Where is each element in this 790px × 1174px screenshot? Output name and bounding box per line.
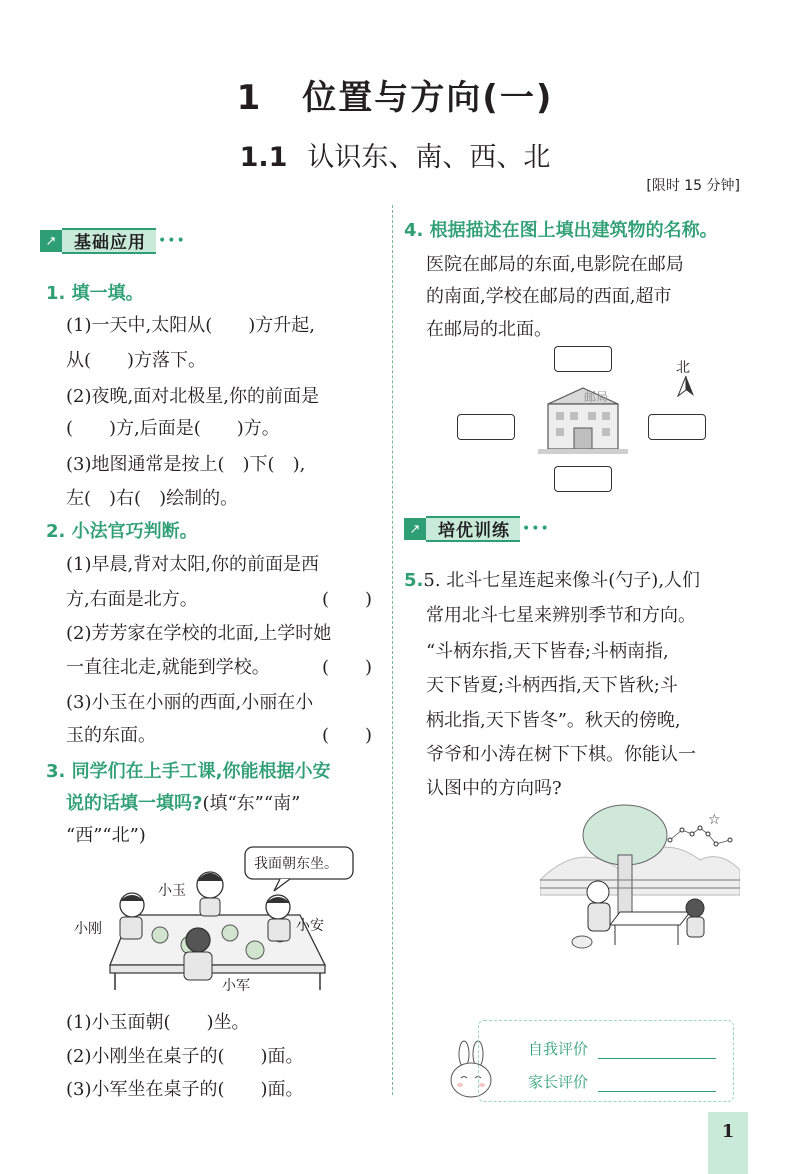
column-divider <box>392 205 393 1095</box>
section-subtitle <box>0 135 790 174</box>
title-text: 位置与方向(一) <box>302 78 554 118</box>
child-xiaojun <box>184 928 212 980</box>
answer-box-north[interactable] <box>554 346 612 372</box>
boy-xiaotao <box>686 899 704 937</box>
chess-under-tree-illustration <box>540 800 740 955</box>
answer-bracket[interactable]: ( ) <box>321 725 372 746</box>
q2-line: (1)早晨,背对太阳,你的前面是西 <box>66 554 319 575</box>
grandpa <box>587 881 610 931</box>
q3-hint-line: “西”“北”) <box>66 825 146 846</box>
q2-line-text: 玉的东面。 <box>66 725 156 746</box>
section-tag-basic <box>40 228 212 254</box>
page-number: 1 <box>708 1112 748 1174</box>
q3-sub: (2)小刚坐在桌子的( )面。 <box>66 1046 304 1067</box>
q5-line: 天下皆夏;斗柄西指,天下皆秋;斗 <box>426 675 678 696</box>
answer-bracket[interactable]: ( ) <box>321 589 372 610</box>
question-1-heading: 1. 填一填。 <box>46 283 144 304</box>
q3-heading-text: 说的话填一填吗? <box>66 793 203 814</box>
q2-line <box>66 721 372 747</box>
answer-bracket[interactable]: ( ) <box>321 657 372 678</box>
q5-line: 认图中的方向吗? <box>426 778 562 799</box>
q1-line: 左( )右( )绘制的。 <box>66 488 239 509</box>
q3-sub: (1)小玉面朝( )坐。 <box>66 1012 250 1033</box>
section-tag-label: 培优训练 <box>426 516 520 542</box>
section-tag-label: 基础应用 <box>62 228 156 254</box>
arrow-icon: ↗ <box>40 230 62 252</box>
parent-assessment <box>528 1071 716 1092</box>
q2-line <box>66 653 372 679</box>
dots-decoration: ••• <box>158 233 186 249</box>
q5-line-text: 5. 北斗七星连起来像斗(勺子),人们 <box>423 570 701 591</box>
post-office-label: 邮局 <box>584 390 609 404</box>
q5-line: 爷爷和小涛在树下下棋。你能认一 <box>426 744 696 765</box>
q2-line <box>66 585 372 611</box>
speech-bubble-text: 我面朝东坐。 <box>254 856 338 872</box>
q2-line: (2)芳芳家在学校的北面,上学时她 <box>66 623 332 644</box>
q5-line: 柄北指,天下皆冬”。秋天的傍晚, <box>426 710 681 731</box>
q2-line-text: 一直往北走,就能到学校。 <box>66 657 270 678</box>
q1-line: (3)地图通常是按上( )下( ), <box>66 454 306 475</box>
answer-box-east[interactable] <box>648 414 706 440</box>
self-assessment <box>528 1038 716 1059</box>
self-assessment-field[interactable] <box>598 1058 716 1059</box>
child-xiaoyu <box>197 872 223 916</box>
self-assessment-label: 自我评价 <box>528 1040 589 1058</box>
name-xiaogang: 小刚 <box>74 921 102 937</box>
svg-text:☆: ☆ <box>708 812 721 828</box>
cat <box>572 936 592 948</box>
question-4-heading: 4. 根据描述在图上填出建筑物的名称。 <box>404 220 718 241</box>
section-tag-advanced <box>404 516 576 542</box>
dots-decoration: ••• <box>522 521 550 537</box>
chess-table <box>610 912 690 945</box>
question-3-heading: 3. 同学们在上手工课,你能根据小安 <box>46 761 331 782</box>
q3-heading-line2 <box>66 789 300 815</box>
q5-line: 常用北斗七星来辨别季节和方向。 <box>426 605 696 626</box>
q5-number: 5. <box>404 570 424 591</box>
parent-assessment-label: 家长评价 <box>528 1073 589 1091</box>
question-2-heading: 2. 小法官巧判断。 <box>46 521 198 542</box>
arrow-icon: ↗ <box>404 518 426 540</box>
answer-box-south[interactable] <box>554 466 612 492</box>
big-dipper-stars <box>668 812 732 846</box>
q3-sub: (3)小军坐在桌子的( )面。 <box>66 1079 304 1100</box>
q4-line: 医院在邮局的东面,电影院在邮局 <box>426 254 684 275</box>
q3-hint: (填“东”“南” <box>202 793 301 814</box>
q2-line: (3)小玉在小丽的西面,小丽在小 <box>66 692 314 713</box>
q1-line: ( )方,后面是( )方。 <box>66 418 280 439</box>
q5-line <box>404 566 700 592</box>
north-label: 北 <box>676 360 690 376</box>
q4-line: 在邮局的北面。 <box>426 319 552 340</box>
name-xiaoan: 小安 <box>296 918 324 934</box>
q5-line: “斗柄东指,天下皆春;斗柄南指, <box>426 641 669 662</box>
page-title <box>0 70 790 119</box>
parent-assessment-field[interactable] <box>598 1091 716 1092</box>
post-office-building <box>538 384 628 456</box>
title-number: 1 <box>236 78 263 118</box>
q2-line-text: 方,右面是北方。 <box>66 589 198 610</box>
subtitle-number: 1.1 <box>239 142 288 173</box>
q1-line: 从( )方落下。 <box>66 350 207 371</box>
q4-line: 的南面,学校在邮局的西面,超市 <box>426 286 672 307</box>
north-arrow-icon <box>676 375 696 397</box>
answer-box-west[interactable] <box>457 414 515 440</box>
q1-line: (2)夜晚,面对北极星,你的前面是 <box>66 386 319 407</box>
subtitle-text: 认识东、南、西、北 <box>307 142 551 173</box>
q1-line: (1)一天中,太阳从( )方升起, <box>66 315 315 336</box>
time-limit: [限时 15 分钟] <box>646 178 740 194</box>
name-xiaojun: 小军 <box>222 978 250 994</box>
name-xiaoyu: 小玉 <box>158 883 186 899</box>
